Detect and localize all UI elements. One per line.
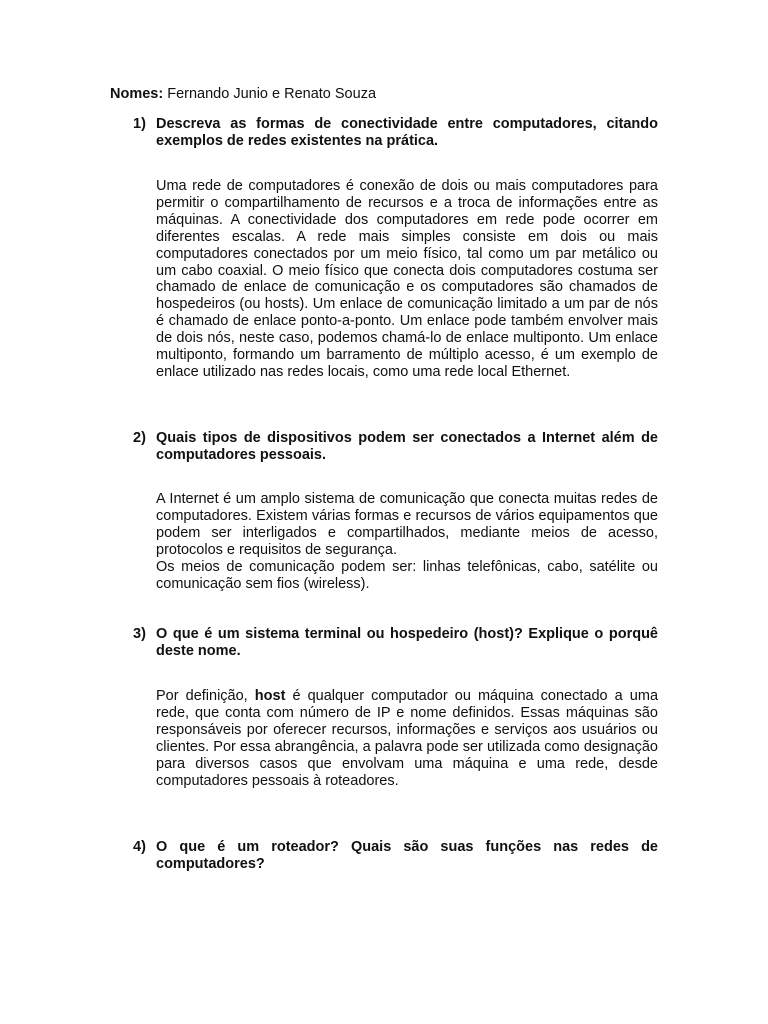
question-text: Quais tipos de dispositivos podem ser conectados a Internet além de computadores pessoais. [156, 430, 658, 463]
answer-paragraph [156, 688, 658, 789]
answer-1 [156, 178, 658, 381]
answer-bold-term: host [254, 688, 286, 704]
answer-text: Por definição, [156, 688, 255, 704]
question-number: 4) [133, 839, 146, 855]
answer-paragraph: Os meios de comunicação podem ser: linhas telefônicas, cabo, satélite ou comunicação sem fios (wireless). [156, 558, 658, 592]
question-3 [133, 626, 658, 660]
question-4 [133, 839, 658, 873]
answer-2 [156, 491, 658, 592]
question-number: 1) [133, 116, 146, 132]
answer-text: é qualquer computador ou máquina conectado a uma rede, que conta com número de IP e nome definidos. Essas máquinas são responsáveis por oferecer recursos, informações e serviços aos usuários ou clientes. Por essa abrangência, a palavra pode ser utilizada como designação para diversos casos que envolvam uma máquina e uma rede, desde computadores pessoais à roteadores. [156, 688, 659, 789]
question-text: O que é um roteador? Quais são suas funções nas redes de computadores? [156, 839, 658, 872]
answer-3 [156, 688, 658, 789]
names-label: Nomes: [110, 86, 164, 102]
answer-paragraph: Uma rede de computadores é conexão de dois ou mais computadores para permitir o compartilhamento de recursos e a troca de informações entre as máquinas. A conectividade dos computadores em rede pode ocorrer em diferentes escalas. A rede mais simples consiste em dois ou mais computadores conectados por um meio físico, tal como um par metálico ou um cabo coaxial. O meio físico que conecta dois computadores costuma ser chamado de enlace de comunicação e os computadores são chamados de hospedeiros (ou hosts). Um enlace de comunicação limitado a um par de nós é chamado de enlace ponto-a-ponto. Um enlace pode também envolver mais de dois nós, neste caso, podemos chamá-lo de enlace multiponto. Um enlace multiponto, formando um barramento de múltiplo acesso, é um exemplo de enlace utilizado nas redes locais, como uma rede local Ethernet. [156, 178, 658, 380]
question-text: O que é um sistema terminal ou hospedeiro (host)? Explique o porquê deste nome. [156, 626, 658, 659]
question-number: 2) [133, 430, 146, 446]
names-value: Fernando Junio e Renato Souza [167, 86, 377, 102]
question-1 [133, 116, 658, 150]
question-text: Descreva as formas de conectividade entre computadores, citando exemplos de redes existentes na prática. [156, 116, 658, 149]
question-number: 3) [133, 626, 146, 642]
answer-paragraph: A Internet é um amplo sistema de comunicação que conecta muitas redes de computadores. Existem várias formas e recursos de vários equipamentos que podem ser interligados e compartilhados, mediante meios de acesso, protocolos e requisitos de segurança. [156, 491, 658, 558]
question-2 [133, 430, 658, 464]
names-line [110, 85, 376, 103]
